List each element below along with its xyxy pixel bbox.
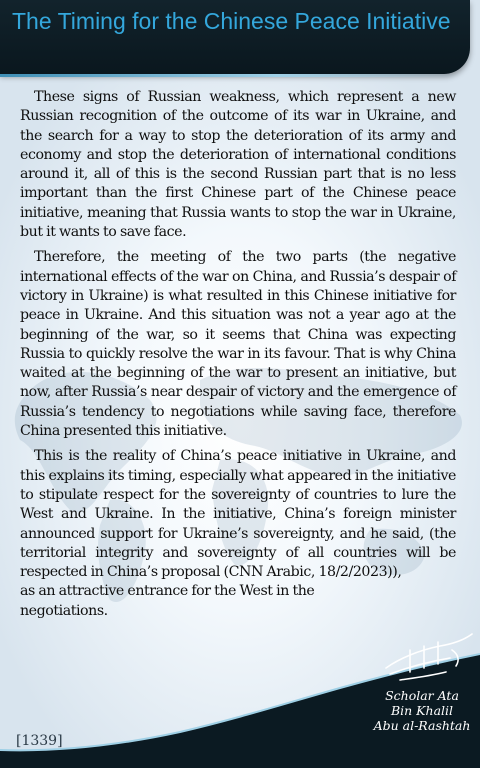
signature-line-2: Bin Khalil [390, 703, 454, 718]
title-banner [0, 0, 470, 74]
paragraph-2: Therefore, the meeting of the two parts (the negative international effects of the war on China, and Russia’s despair of victory in Ukraine) is what resulted in this Chinese initiative for peace in Ukraine. And this situation was not a year ago at the beginning of the war, so it seems that China was expecting Russia to quickly resolve the war in its favour. That is why China waited at the beginning of the war to present an initiative, but now, after Russia’s near despair of victory and the emergence of Russia’s tendency to negotiations while saving face, therefore China presented this initiative. [20, 249, 456, 440]
paragraph-3-continuation: as an attractive entrance for the West in the negotiations. [20, 583, 315, 619]
paragraph-1: These signs of Russian weakness, which represent a new Russian recognition of the outcome of its war in Ukraine, and the search for a way to stop the deterioration of its army and economy and stop the deterioration of international conditions around it, all of this is the second Russian part that is no less important than the first Chinese part of the Chinese peace initiative, meaning that Russia wants to stop the war in Ukraine, but it wants to save face. [20, 89, 456, 241]
article-body [20, 88, 456, 627]
author-signature [366, 688, 478, 733]
paragraph-3: This is the reality of China’s peace initiative in Ukraine, and this explains its timing, especially what appeared in the initiative to stipulate respect for the sovereignty of countries to lure the West and Ukraine. In the initiative, China’s foreign minister announced support for Ukraine’s sovereignty, and he said, (the territorial integrity and sovereignty of all countries will be respected in China’s proposal (CNN Arabic, 18/2/2023)), [20, 448, 456, 581]
signature-line-3: Abu al-Rashtah [373, 718, 471, 733]
calligraphy-emblem [380, 628, 476, 690]
signature-line-1: Scholar Ata [385, 688, 459, 703]
page-number: [1339] [16, 733, 63, 749]
header-accent-line [0, 74, 460, 77]
page-title: The Timing for the Chinese Peace Initiative [12, 8, 451, 34]
